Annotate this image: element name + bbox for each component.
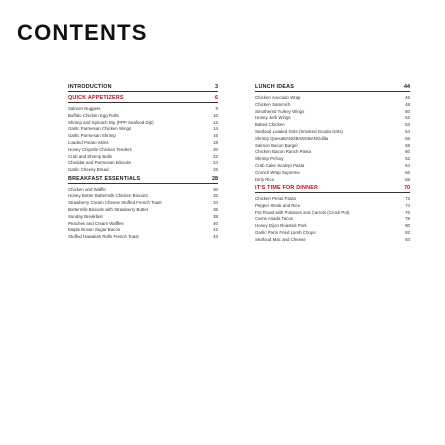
entry-title: Honey Dijon Roasted Pork (255, 223, 307, 229)
entry-page-number: 42 (213, 227, 218, 233)
contents-entry (255, 223, 410, 228)
entry-title: Stuffed Hawaiian Rolls French Toast (68, 234, 139, 240)
entry-page-number: 74 (405, 202, 410, 208)
entry-title: Carne Asada Tacos (255, 216, 293, 222)
contents-entry (255, 129, 410, 134)
section-title: INTRODUCTION (68, 84, 112, 90)
entry-page-number: 58 (405, 142, 410, 148)
entry-page-number: 68 (405, 176, 410, 182)
contents-entry (68, 113, 218, 118)
section-title: IT'S TIME FOR DINNER (255, 184, 319, 191)
entry-page-number: 64 (405, 162, 410, 168)
section-header (255, 84, 410, 92)
contents-entry (255, 196, 410, 201)
contents-entry (255, 149, 410, 154)
contents-entry (255, 122, 410, 127)
entry-page-number: 38 (213, 213, 218, 219)
section-header (68, 95, 218, 103)
entry-title: Salmon Nuggets (68, 106, 101, 111)
entry-page-number: 40 (213, 220, 218, 226)
entry-page-number: 60 (405, 149, 410, 155)
entry-title: Strawberry Cream Cheese Stuffed French Toast (68, 200, 162, 206)
section-page-number: 44 (404, 84, 410, 90)
contents-entry (255, 177, 410, 182)
entry-page-number: 48 (405, 101, 410, 107)
contents-section (68, 176, 218, 240)
entry-title: Buttermilk Biscuits with Strawberry Butter (68, 206, 149, 212)
entry-page-number: 82 (405, 229, 410, 235)
entry-page-number: 46 (405, 95, 410, 100)
section-page-number: 6 (215, 95, 218, 101)
entry-title: Seafood Mac and Cheese (255, 236, 306, 242)
entry-title: Garlic Parmesan Chicken Wings (68, 126, 132, 132)
entry-title: Garlic Cheesy Bread (68, 167, 109, 173)
entry-title: Cheddar and Parmesan Biscuits (68, 160, 131, 166)
entry-title: Crab and Shrimp Balls (68, 153, 112, 159)
entry-page-number: 10 (213, 112, 218, 118)
entry-title: Seafood Loaded Grits (Smoked Gouda Grits) (255, 128, 343, 134)
contents-entry (68, 154, 218, 159)
contents-entry (255, 115, 410, 120)
contents-entry (255, 143, 410, 148)
section-title: QUICK APPETIZERS (68, 95, 124, 101)
entry-title: Smothered Turkey Wings (255, 108, 305, 114)
contents-entry (255, 95, 410, 100)
entry-page-number: 62 (405, 156, 410, 162)
contents-entry (68, 167, 218, 172)
entry-title: Buffalo Chicken Egg Rolls (68, 112, 119, 118)
contents-entry (68, 234, 218, 239)
entry-title: Maple Brown Sugar Bacon (68, 227, 121, 233)
entry-title: Honey Jerk Wings (255, 115, 291, 121)
contents-column-right (255, 84, 410, 245)
contents-entry (68, 221, 218, 226)
contents-entry (68, 207, 218, 212)
contents-entry (68, 160, 218, 165)
entry-title: Pepper Steak and Rice (255, 202, 301, 208)
entry-page-number: 43 (213, 234, 218, 240)
entry-page-number: 22 (213, 153, 218, 159)
contents-entry (68, 187, 218, 192)
entry-page-number: 12 (213, 119, 218, 125)
contents-entry (68, 133, 218, 138)
page-title: CONTENTS (17, 20, 148, 45)
section-header (68, 176, 218, 184)
entry-page-number: 36 (213, 206, 218, 212)
entry-title: Honey Butter Buttermilk Chicken Biscuits (68, 193, 148, 199)
contents-entry (255, 230, 410, 235)
contents-entry (255, 203, 410, 208)
entry-title: Pot Roast with Potatoes and Carrots (Crock Pot) (255, 209, 350, 215)
entry-title: Chicken and Waffle (68, 186, 106, 192)
entry-page-number: 20 (213, 146, 218, 152)
contents-entry (255, 156, 410, 161)
contents-section (255, 185, 410, 242)
entry-page-number: 54 (405, 128, 410, 134)
contents-entry (68, 227, 218, 232)
entry-title: Garlic Parmesan Shrimp (68, 133, 116, 139)
entry-page-number: 76 (405, 209, 410, 215)
entry-page-number: 56 (405, 135, 410, 141)
section-header (255, 185, 410, 193)
entry-page-number: 84 (405, 236, 410, 242)
section-title: LUNCH IDEAS (255, 84, 295, 90)
entry-page-number: 18 (213, 139, 218, 145)
entry-title: Crab Cake Scampi Pasta (255, 162, 305, 168)
entry-page-number: 16 (213, 133, 218, 139)
section-page-number: 28 (212, 175, 218, 182)
entry-title: Peaches and Cream Waffles (68, 220, 124, 226)
entry-page-number: 8 (215, 106, 218, 111)
entry-title: Shrimp QuesaBANGBANGBANGdilla (255, 135, 329, 141)
entry-title: Shrimp Po'boy (255, 156, 284, 162)
contents-entry (255, 237, 410, 242)
contents-section (255, 84, 410, 182)
contents-entry (255, 136, 410, 141)
entry-page-number: 66 (405, 169, 410, 175)
contents-entry (255, 163, 410, 168)
contents-entry (68, 120, 218, 125)
entry-page-number: 30 (213, 186, 218, 192)
section-page-number: 70 (404, 184, 410, 191)
contents-entry (255, 210, 410, 215)
entry-title: Shrimp and Spinach Dip (PPP Seafood Dip) (68, 119, 154, 125)
contents-entry (68, 214, 218, 219)
contents-entry (68, 106, 218, 111)
section-title: BREAKFAST ESSENTIALS (68, 175, 141, 182)
entry-page-number: 80 (405, 223, 410, 229)
entry-page-number: 78 (405, 216, 410, 222)
entry-title: Chicken Sammich (255, 101, 291, 107)
entry-title: Garlic Parm Fried Lamb Chops (255, 229, 316, 235)
entry-page-number: 26 (213, 167, 218, 173)
entry-title: Crunch Wrap Supreme (255, 169, 300, 175)
contents-entry (255, 216, 410, 221)
contents-entry (255, 170, 410, 175)
contents-entry (255, 109, 410, 114)
contents-column-left (68, 84, 218, 243)
contents-entry (68, 193, 218, 198)
contents-entry (255, 102, 410, 107)
entry-page-number: 52 (405, 115, 410, 121)
entry-page-number: 24 (213, 160, 218, 166)
entry-title: Sunday Breakfast (68, 213, 103, 219)
entry-title: Chicken Bacon Ranch Pasta (255, 149, 311, 155)
entry-title: Chicken Avocado Wrap (255, 95, 301, 100)
entry-page-number: 72 (405, 195, 410, 201)
contents-entry (68, 126, 218, 131)
entry-title: Dirty Rice (255, 176, 275, 182)
entry-page-number: 32 (213, 193, 218, 199)
entry-title: Chicken Pesto Pasta (255, 195, 296, 201)
entry-page-number: 53 (405, 122, 410, 128)
contents-entry (68, 147, 218, 152)
section-header (68, 84, 218, 92)
section-page-number: 3 (215, 84, 218, 90)
entry-title: Honey Chipotle Chicken Tenders (68, 146, 132, 152)
contents-section (68, 84, 218, 92)
entry-page-number: 14 (213, 126, 218, 132)
entry-title: Loaded Potato Skins (68, 139, 109, 145)
entry-page-number: 50 (405, 108, 410, 114)
contents-entry (68, 200, 218, 205)
entry-page-number: 34 (213, 200, 218, 206)
entry-title: Salmon Bacon Burger (255, 142, 298, 148)
contents-section (68, 95, 218, 173)
entry-title: Baked Chicken (255, 122, 285, 128)
contents-entry (68, 140, 218, 145)
